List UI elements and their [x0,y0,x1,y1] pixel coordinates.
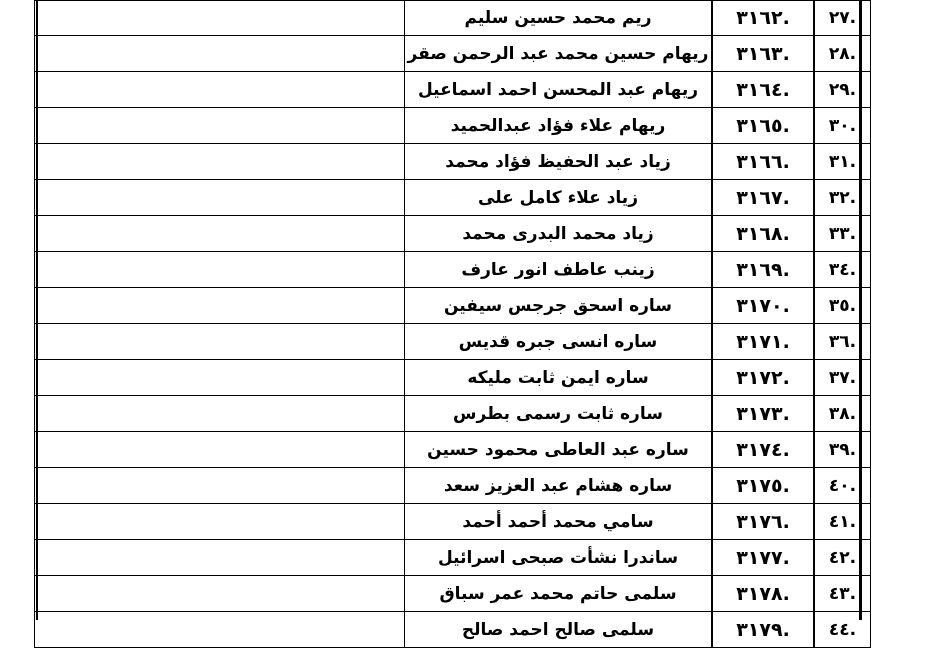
table-row [35,180,871,216]
student-code-cell: .٣١٧٨ [712,576,814,612]
student-name-cell: زياد عبد الحفيظ فؤاد محمد [405,144,713,180]
row-index-cell: .٤٠ [814,468,871,504]
empty-cell [35,144,405,180]
row-index-cell: .٣٣ [814,216,871,252]
student-name-cell: ريهام عبد المحسن احمد اسماعيل [405,72,713,108]
student-code-cell: .٣١٦٢ [712,1,814,36]
table-row [35,1,871,36]
table-row [35,360,871,396]
empty-cell [35,36,405,72]
empty-cell [35,180,405,216]
table-row [35,432,871,468]
row-index-cell: .٣٨ [814,396,871,432]
row-index-cell: .٣٥ [814,288,871,324]
row-index-cell: .٣٢ [814,180,871,216]
row-index-cell: .٣٦ [814,324,871,360]
table-row [35,36,871,72]
student-name-cell: ريهام علاء فؤاد عبدالحميد [405,108,713,144]
student-name-cell: ريم محمد حسين سليم [405,1,713,36]
row-index-cell: .٢٧ [814,1,871,36]
row-index-cell: .٣٠ [814,108,871,144]
row-index-cell: .٤٤ [814,612,871,648]
row-index-cell: .٣٩ [814,432,871,468]
table-row [35,144,871,180]
student-code-cell: .٣١٧٩ [712,612,814,648]
table-row [35,396,871,432]
student-code-cell: .٣١٧٣ [712,396,814,432]
student-code-cell: .٣١٦٣ [712,36,814,72]
table-row [35,576,871,612]
student-code-cell: .٣١٦٧ [712,180,814,216]
table-row [35,504,871,540]
student-code-cell: .٣١٦٨ [712,216,814,252]
student-name-cell: ساره ثابت رسمى بطرس [405,396,713,432]
student-name-cell: ريهام حسين محمد عبد الرحمن صقر [405,36,713,72]
table-row [35,288,871,324]
empty-cell [35,612,405,648]
table-row [35,252,871,288]
empty-cell [35,396,405,432]
row-index-cell: .٣١ [814,144,871,180]
empty-cell [35,1,405,36]
row-index-cell: .٣٤ [814,252,871,288]
student-name-cell: ساندرا نشأت صبحى اسرائيل [405,540,713,576]
empty-cell [35,432,405,468]
empty-cell [35,108,405,144]
student-code-cell: .٣١٧٢ [712,360,814,396]
empty-cell [35,252,405,288]
student-name-cell: ساره عبد العاطى محمود حسين [405,432,713,468]
row-index-cell: .٣٧ [814,360,871,396]
student-code-cell: .٣١٧٧ [712,540,814,576]
table-row [35,216,871,252]
student-name-cell: ساره هشام عبد العزيز سعد [405,468,713,504]
row-index-cell: .٢٩ [814,72,871,108]
table-row [35,108,871,144]
table-row [35,612,871,648]
empty-cell [35,360,405,396]
empty-cell [35,216,405,252]
empty-cell [35,288,405,324]
student-name-cell: ساره اسحق جرجس سيفين [405,288,713,324]
table-row [35,540,871,576]
student-name-cell: سلمى حاتم محمد عمر سباق [405,576,713,612]
student-name-cell: ساره انسى جبره قديس [405,324,713,360]
table-row [35,72,871,108]
empty-cell [35,468,405,504]
student-code-cell: .٣١٧٠ [712,288,814,324]
table-body [35,1,871,648]
empty-cell [35,72,405,108]
student-name-cell: ساره ايمن ثابت مليكه [405,360,713,396]
row-index-cell: .٢٨ [814,36,871,72]
empty-cell [35,324,405,360]
empty-cell [35,504,405,540]
student-name-cell: زياد علاء كامل على [405,180,713,216]
student-code-cell: .٣١٧١ [712,324,814,360]
student-code-cell: .٣١٧٦ [712,504,814,540]
table-row [35,324,871,360]
row-index-cell: .٤٢ [814,540,871,576]
empty-cell [35,576,405,612]
empty-cell [35,540,405,576]
student-name-cell: سامي محمد أحمد أحمد [405,504,713,540]
student-code-cell: .٣١٧٥ [712,468,814,504]
student-code-cell: .٣١٦٦ [712,144,814,180]
student-code-cell: .٣١٦٥ [712,108,814,144]
student-code-cell: .٣١٦٩ [712,252,814,288]
student-name-cell: زياد محمد البدرى محمد [405,216,713,252]
student-name-cell: زينب عاطف انور عارف [405,252,713,288]
student-name-cell: سلمى صالح احمد صالح [405,612,713,648]
table-row [35,468,871,504]
student-code-cell: .٣١٦٤ [712,72,814,108]
row-index-cell: .٤٣ [814,576,871,612]
row-index-cell: .٤١ [814,504,871,540]
student-list-table [34,0,871,648]
student-code-cell: .٣١٧٤ [712,432,814,468]
